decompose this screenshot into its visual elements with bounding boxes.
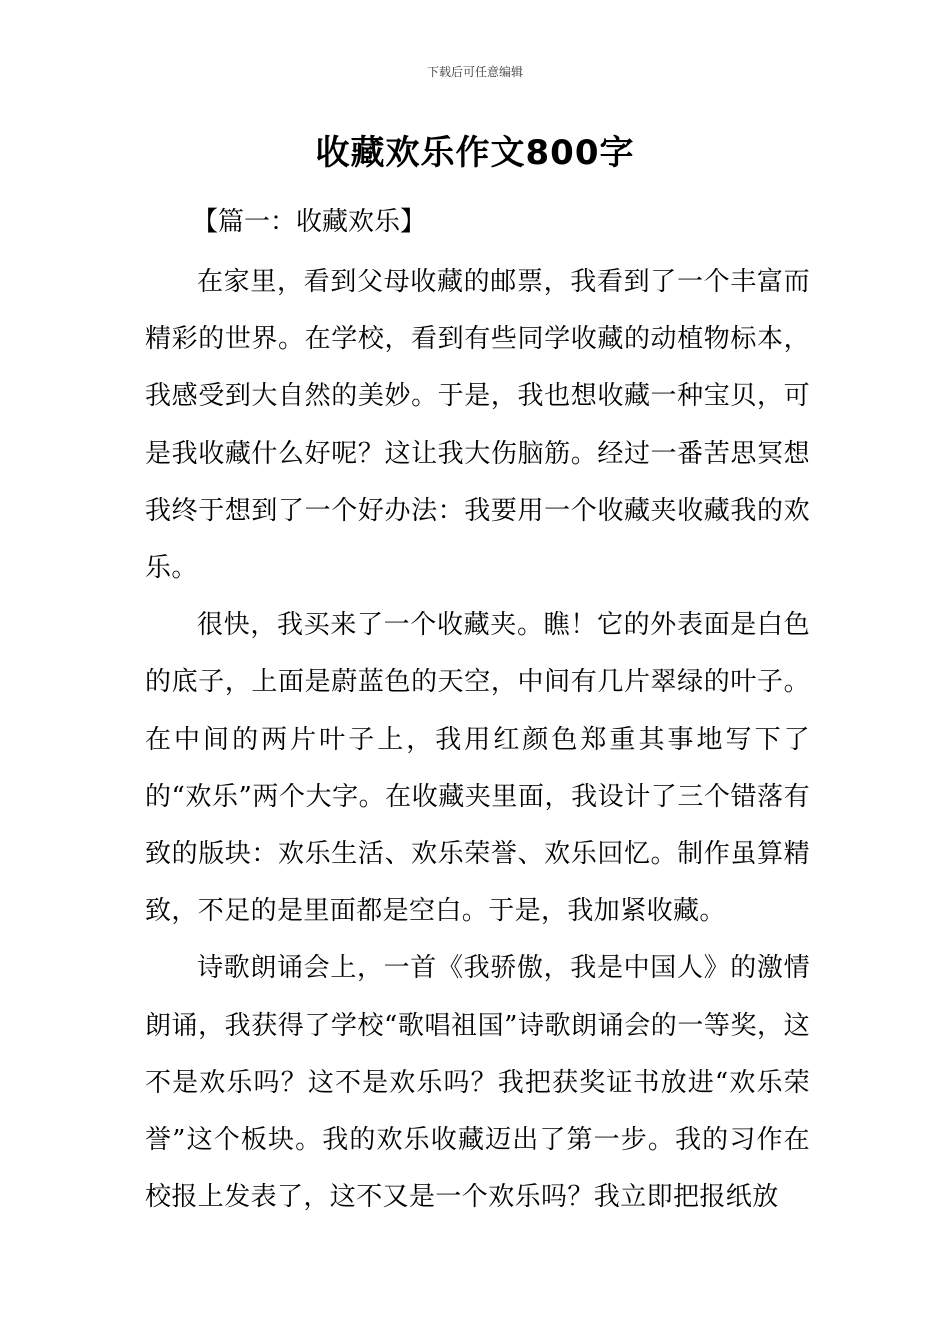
paragraph-2: 很快，我买来了一个收藏夹。瞧！它的外表面是白色的底子，上面是蔚蓝色的天空，中间有几片翠绿的叶子。在中间的两片叶子上，我用红颜色郑重其事地写下了的“欢乐”两个大字。在收藏夹里面，我设计了三个错落有致的版块：欢乐生活、欢乐荣誉、欢乐回忆。制作虽算精致，不足的是里面都是空白。于是，我加紧收藏。 bbox=[145, 610, 810, 927]
paragraph-3: 诗歌朗诵会上，一首《我骄傲，我是中国人》的激情朗诵，我获得了学校“歌唱祖国”诗歌朗诵会的一等奖，这不是欢乐吗？这不是欢乐吗？我把获奖证书放进“欢乐荣誉”这个板块。我的欢乐收藏迈出了第一步。我的习作在校报上发表了，这不又是一个欢乐吗？我立即把报纸放 bbox=[145, 953, 810, 1213]
paragraph-1: 在家里，看到父母收藏的邮票，我看到了一个丰富而精彩的世界。在学校，看到有些同学收藏的动植物标本，我感受到大自然的美妙。于是，我也想收藏一种宝贝，可是我收藏什么好呢？这让我大伤脑筋。经过一番苦思冥想我终于想到了一个好办法：我要用一个收藏夹收藏我的欢乐。 bbox=[145, 267, 810, 584]
document-body bbox=[145, 254, 810, 1226]
document-title: 收藏欢乐作文800字 bbox=[315, 133, 635, 173]
section-heading: 【篇一：收藏欢乐】 bbox=[192, 207, 427, 237]
header-note: 下载后可任意编辑 bbox=[426, 65, 523, 79]
